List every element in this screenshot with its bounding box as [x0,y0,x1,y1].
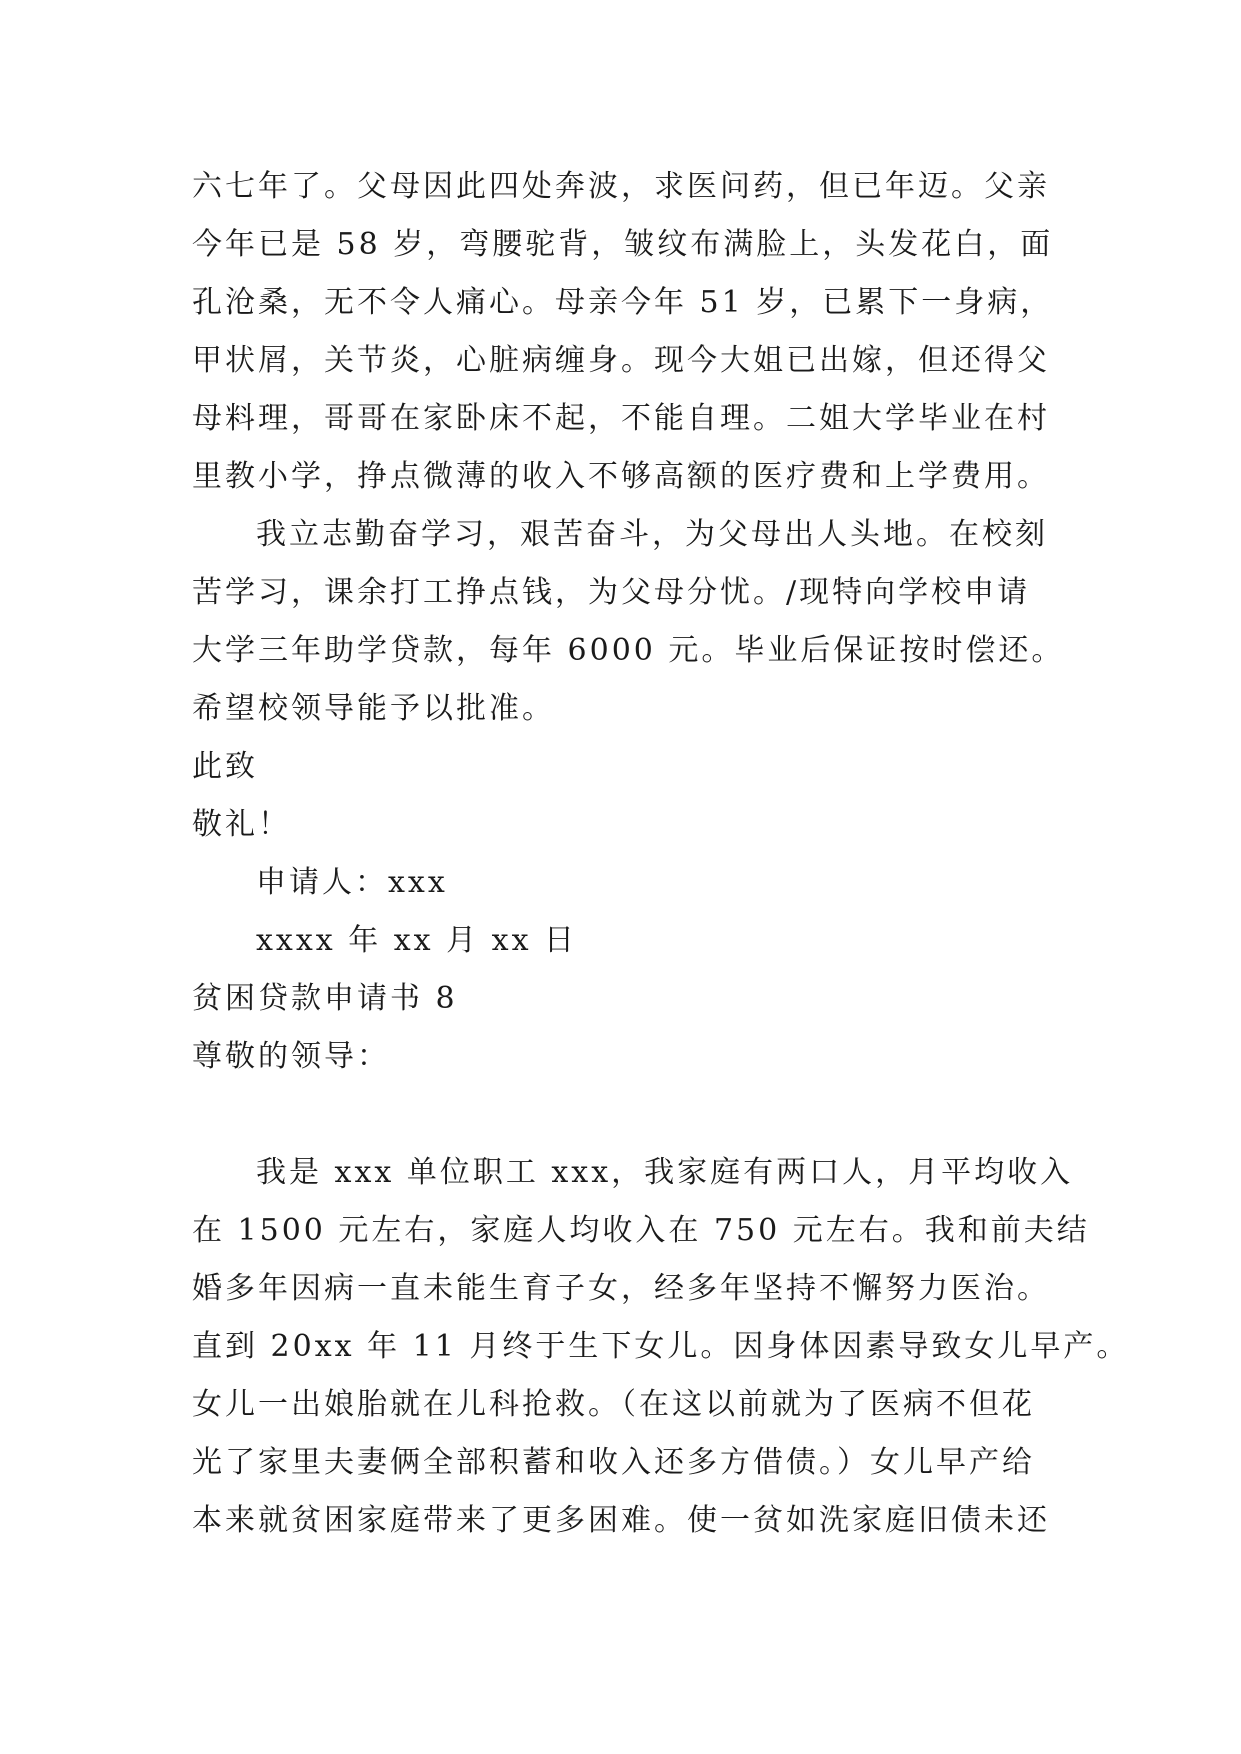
text-line: 本来就贫困家庭带来了更多困难。使一贫如洗家庭旧债未还 [192,1503,1050,1538]
text-line: 女儿一出娘胎就在儿科抢救。（在这以前就为了医病不但花 [192,1387,1035,1422]
text-line: 六七年了。父母因此四处奔波，求医问药，但已年迈。父亲 [192,169,1050,204]
blank-line [192,1086,1072,1144]
text-line: 直到 20xx 年 11 月终于生下女儿。因身体因素导致女儿早产。 [192,1329,1130,1364]
closing-salute: 敬礼！ [192,807,291,842]
applicant-situation-paragraph [192,1144,1130,1550]
text-line: 苦学习，课余打工挣点钱，为父母分忧。/现特向学校申请 [192,575,1031,610]
text-line: 婚多年因病一直未能生育子女，经多年坚持不懈努力医治。 [192,1271,1050,1306]
family-situation-paragraph [192,158,1072,506]
text-line: 母料理，哥哥在家卧床不起，不能自理。二姐大学毕业在村 [192,401,1050,436]
text-line: 甲状屑，关节炎，心脏病缠身。现今大姐已出嫁，但还得父 [192,343,1050,378]
letter-date: xxxx 年 xx 月 xx 日 [256,923,578,958]
text-line: 孔沧桑，无不令人痛心。母亲今年 51 岁，已累下一身病， [192,285,1054,320]
text-line: 光了家里夫妻俩全部积蓄和收入还多方借债。）女儿早产给 [192,1445,1035,1480]
text-line: 今年已是 58 岁，弯腰驼背，皱纹布满脸上，头发花白，面 [192,227,1054,262]
request-paragraph [192,506,1072,738]
applicant-signature: 申请人：xxx [256,865,448,900]
text-line: 我是 xxx 单位职工 xxx，我家庭有两口人，月平均收入 [256,1155,1074,1190]
salutation: 尊敬的领导： [192,1039,390,1074]
text-line: 我立志勤奋学习，艰苦奋斗，为父母出人头地。在校刻 [256,517,1048,552]
text-line: 在 1500 元左右，家庭人均收入在 750 元左右。我和前夫结 [192,1213,1090,1248]
text-line: 希望校领导能予以批准。 [192,691,555,726]
closing-greeting: 此致 [192,749,258,784]
text-line: 里教小学，挣点微薄的收入不够高额的医疗费和上学费用。 [192,459,1050,494]
document-title: 贫困贷款申请书 8 [192,981,458,1016]
text-line: 大学三年助学贷款，每年 6000 元。毕业后保证按时偿还。 [192,633,1065,668]
document-body [192,158,1130,1550]
